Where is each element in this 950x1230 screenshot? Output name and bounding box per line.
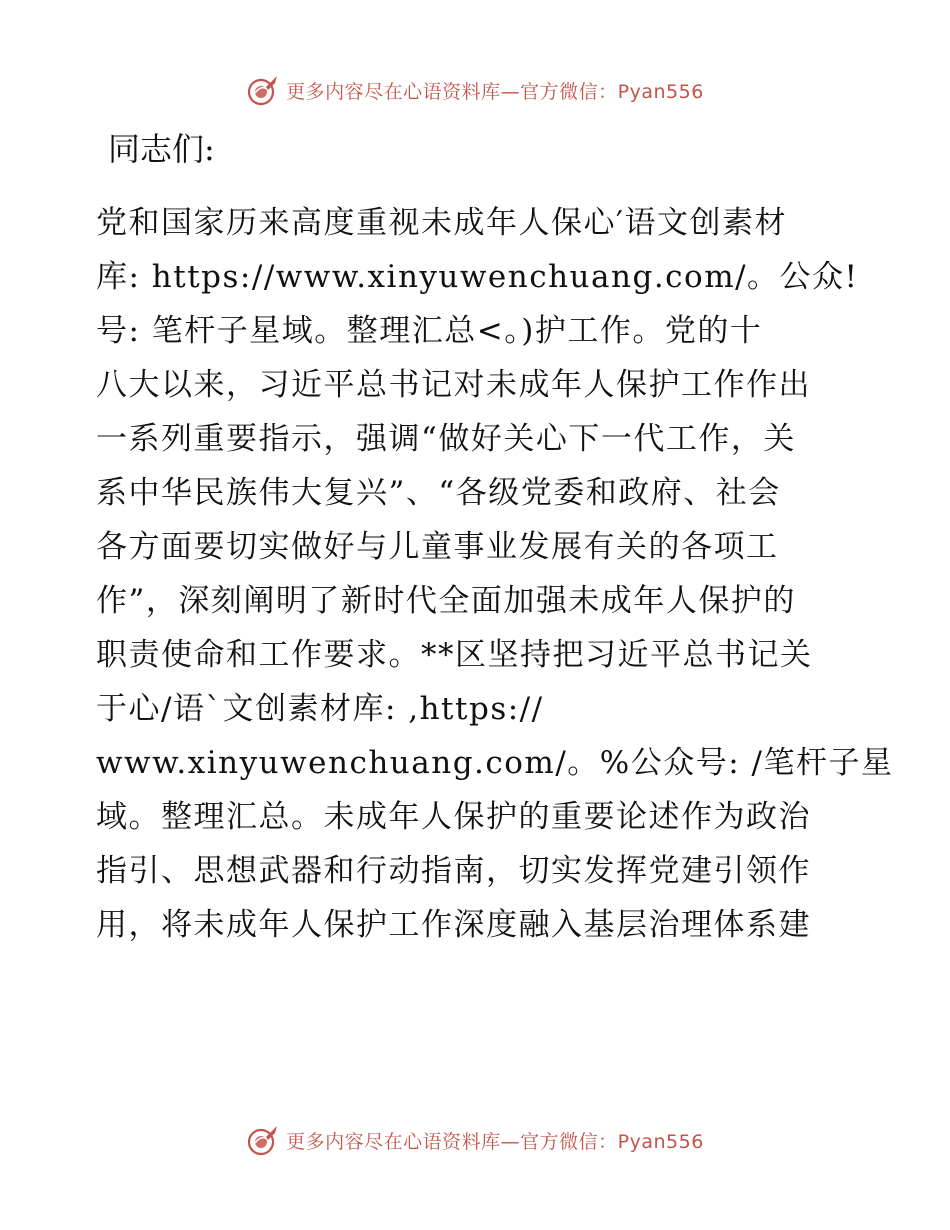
body-line: 域。整理汇总。未成年人保护的重要论述作为政治 (96, 799, 811, 835)
body-line: 八大以来，习近平总书记对未成年人保护工作作出 (96, 367, 811, 403)
body-line: 一系列重要指示，强调“做好关心下一代工作，关 (96, 421, 796, 457)
body-line: 作”，深刻阐明了新时代全面加强未成年人保护的 (96, 583, 796, 619)
header-banner-text: 更多内容尽在心语资料库—官方微信：Pyan556 (286, 80, 704, 103)
body-line: 系中华民族伟大复兴”、“各级党委和政府、社会 (96, 475, 781, 511)
footer-banner-content (246, 1123, 704, 1157)
quill-logo-icon (246, 1123, 280, 1157)
body-line: www.xinyuwenchuang.com/。%公众号: /笔杆子星 (96, 745, 894, 781)
body-line: 用，将未成年人保护工作深度融入基层治理体系建 (96, 907, 811, 943)
quill-logo-icon (246, 73, 280, 107)
body-line: 号: 笔杆子星域。整理汇总<。)护工作。党的十 (96, 313, 763, 349)
salutation: 同志们: (108, 130, 215, 168)
footer-banner (0, 1120, 950, 1160)
body-line: 库: https://www.xinyuwenchuang.com/。公众! (96, 259, 859, 295)
document-body (96, 196, 894, 952)
header-banner-content (246, 73, 704, 107)
footer-banner-text: 更多内容尽在心语资料库—官方微信：Pyan556 (286, 1130, 704, 1153)
body-line: 各方面要切实做好与儿童事业发展有关的各项工 (96, 529, 779, 565)
body-line: 党和国家历来高度重视未成年人保心′语文创素材 (96, 205, 788, 241)
body-line: 指引、思想武器和行动指南，切实发挥党建引领作 (96, 853, 811, 889)
body-line: 职责使命和工作要求。**区坚持把习近平总书记关 (96, 637, 813, 673)
body-line: 于心/语`文创素材库: ,https:// (96, 691, 544, 727)
header-banner (0, 70, 950, 110)
